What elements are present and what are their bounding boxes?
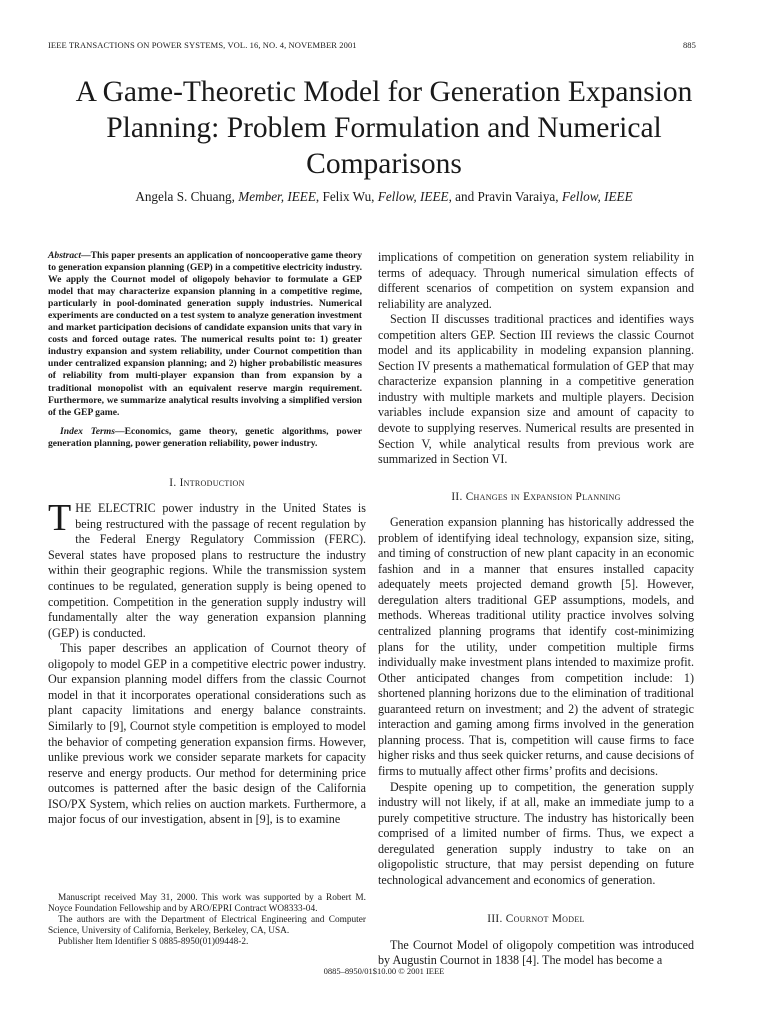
section2-paragraph-2: Despite opening up to competition, the generation supply industry will not likely, if at all, make an immediate jump to a purely competitive structure. The industry has historically been comprised of a limited number of firms. Thus, we expect a deregulated generation supply industry to take on an oligopolistic structure, that may persist depending on future technological advancement and economics of generation. <box>378 779 694 887</box>
journal-citation: IEEE TRANSACTIONS ON POWER SYSTEMS, VOL. 16, NO. 4, NOVEMBER 2001 <box>48 40 357 50</box>
author-separator-1: , Felix Wu, <box>315 189 378 204</box>
abstract-label: Abstract <box>48 250 82 261</box>
abstract <box>48 250 366 419</box>
section-heading-changes: II. Changes in Expansion Planning <box>451 490 621 503</box>
intro-paragraph-1 <box>48 497 366 641</box>
section2-paragraph-1: Generation expansion planning has historically addressed the problem of identifying ideal technology, expansion size, siting, and timing of construction of new plant capacity in an economic fashion and in a manner that ensures installed capacity adequately meets projected demand growth [5]. However, deregulation alters traditional GEP assumptions, models, and methods. Whereas traditional utility practice involves solving centralized planning programs that identify cost-minimizing plans for the utility, under competition multiple firms individually make investment plans intended to maximize profit. Other anticipated changes from competition include: 1) shortened planning horizons due to the elimination of traditional guaranteed return on investment; and 2) the advent of strategic interaction and gaming among firms involved in the generation planning process. That is, competition will cause firms to face higher risks and thus seek quicker returns, and cause decisions of firms to mutually affect other firms’ profits and decisions. <box>378 515 694 778</box>
author-3-role: Fellow, IEEE <box>561 189 633 204</box>
author-1-role: Member, IEEE <box>238 189 316 204</box>
intro-paragraph-1-text: power industry in the United States is being restructured with the passage of recent regulation by the Federal Energy Regulatory Commission (FERC). Several states have proposed plans to restructure the industry within their geographic regions. While the transmission system continues to be regulated, generation supply is being opened to competition. Competition in the generation supply industry will fundamentally alter the way generation expansion planning (GEP) is conducted. <box>48 501 366 640</box>
footnote-publisher-id: Publisher Item Identifier S 0885-8950(01)09448-2. <box>58 937 249 948</box>
left-column <box>48 250 366 828</box>
lead-caps: HE ELECTRIC <box>75 501 156 516</box>
author-2-role: Fellow, IEEE <box>377 189 449 204</box>
copyright-footer: 0885–8950/01$10.00 © 2001 IEEE <box>323 966 445 976</box>
intro-paragraph-2: This paper describes an application of Cournot theory of oligopoly to model GEP in a competitive electric power industry. Our expansion planning model differs from the classic Cournot model in that it incorporates operational considerations such as plant capacity limitations and energy balance constraints. Similarly to [9], Cournot style competition is employed to model the behavior of competing generation expansion firms. However, unlike previous work we consider separate markets for capacity reserve and energy products. Our method for determining price outcomes is patterned after the basic design of the California ISO/PX System, which relies on auction markets. Furthermore, a major focus of our investigation, absent in [9], is to examine <box>48 641 366 827</box>
footnote-manuscript: Manuscript received May 31, 2000. This work was supported by a Robert M. Noyce Foundation Fellowship and by ARO/EPRI Contract WO8333-04. <box>48 893 366 915</box>
author-1-name: Angela S. Chuang, <box>135 189 239 204</box>
footnote-affiliation: The authors are with the Department of Electrical Engineering and Computer Science, University of California, Berkeley, Berkeley, CA, USA. <box>48 915 366 937</box>
index-terms-text: —Economics, game theory, genetic algorithms, power generation planning, power generation reliability, power industry. <box>48 425 362 449</box>
author-separator-2: , and Pravin Varaiya, <box>448 189 562 204</box>
author-line <box>40 189 728 205</box>
section-heading-introduction: I. Introduction <box>169 476 245 489</box>
right-column <box>378 250 694 969</box>
abstract-text: —This paper presents an application of noncooperative game theory to generation expansion planning (GEP) in a competitive electricity industry. We apply the Cournot model of oligopoly behavior to formulate a GEP model that may characterize expansion planning in a competitive regime, particularly in pool-dominated generation supply industries. Numerical experiments are conducted on a test system to analyze generation investment and market participation decisions of candidate expansion units that vary in costs and forced outage rates. The numerical results point to: 1) greater industry expansion and system reliability, under Cournot competition than under centralized expansion planning; and 2) higher probabilistic measures of reliability from multi-player expansion than from expansion by a traditional monopolist with an equivalent reserve margin requirement. Furthermore, we summarize analytical results involving a simplified version of the GEP game. <box>48 250 362 418</box>
intro-paragraph-3: implications of competition on generation system reliability in terms of adequacy. Through numerical simulation effects of different scenarios of competition on system expansion and reliability are analyzed. <box>378 250 694 311</box>
footnotes <box>48 893 366 948</box>
running-header <box>48 40 696 52</box>
paper-title: A Game-Theoretic Model for Generation Expansion Planning: Problem Formulation and Numerical Comparisons <box>75 76 693 180</box>
index-terms <box>48 426 366 450</box>
page-number: 885 <box>682 40 696 50</box>
section-heading-cournot: III. Cournot Model <box>487 913 585 926</box>
paper-outline-paragraph: Section II discusses traditional practices and identifies ways competition alters GEP. Section III reviews the classic Cournot model and its applicability in modeling expansion planning. Section IV presents a mathematical formulation of GEP that may characterize expansion planning in a competitive generation industry with multiple markets and multiple players. Decision variables include expansion size and amount of capacity to devote to supplying reserves. Numerical results are presented in Section V, while analytical results from previous work are summarized in Section VI. <box>378 312 694 467</box>
index-terms-label: Index Terms <box>60 425 115 437</box>
drop-cap: T <box>48 497 72 540</box>
section3-paragraph-1: The Cournot Model of oligopoly competition was introduced by Augustin Cournot in 1838 [4]. The model has become a <box>378 937 694 968</box>
